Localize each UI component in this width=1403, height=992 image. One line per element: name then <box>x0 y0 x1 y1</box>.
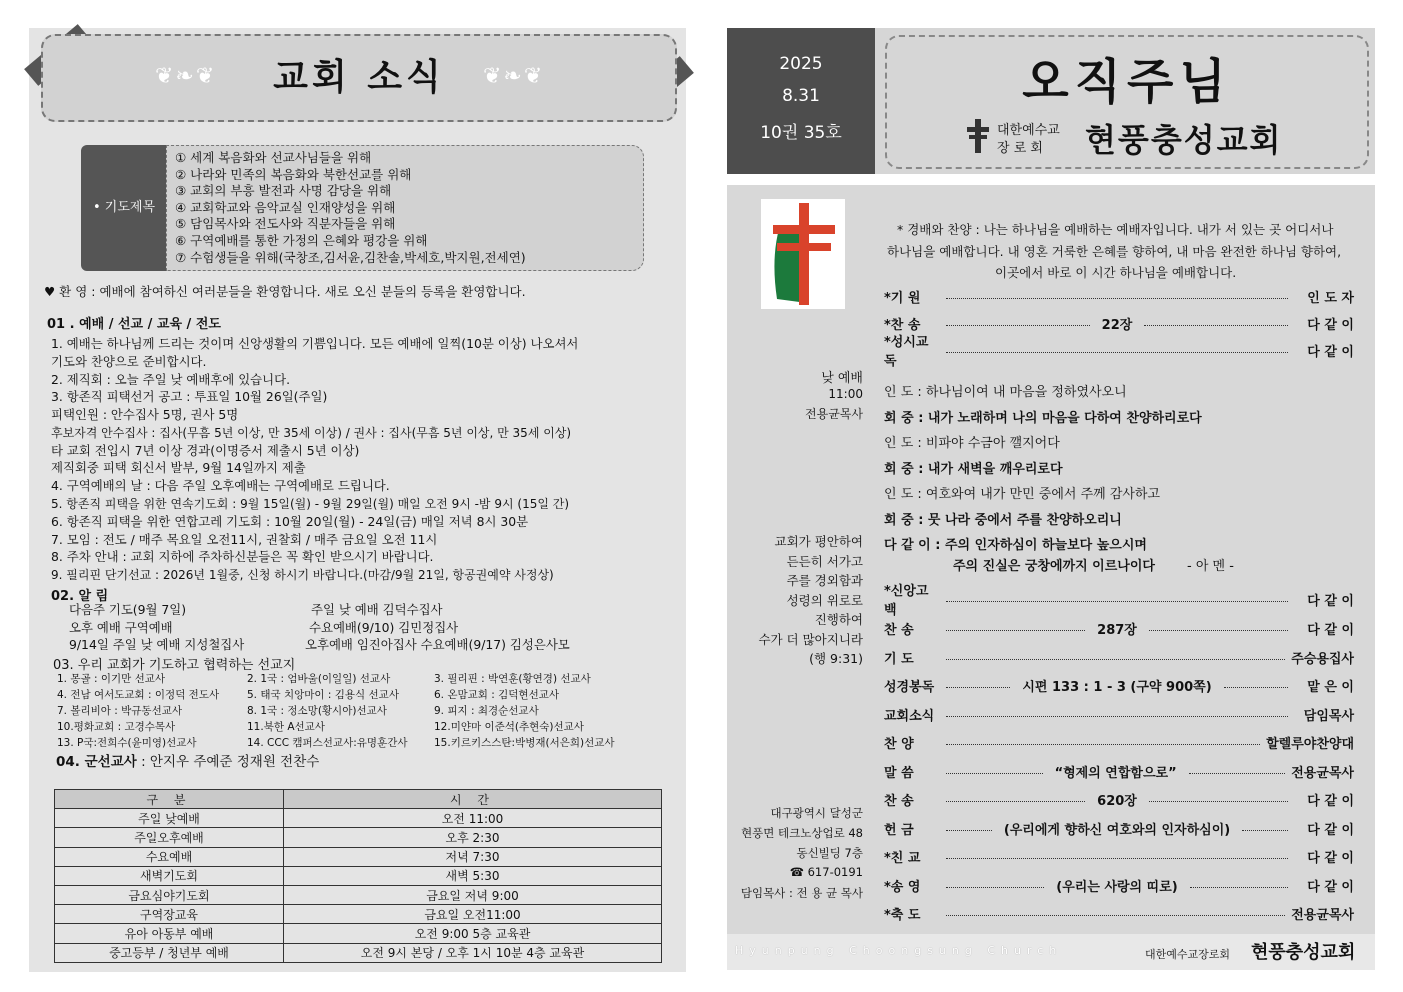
responsive-line <box>884 381 1127 400</box>
mission-item: 7. 볼리비아 : 박규동선교사 <box>57 705 182 717</box>
worship-schedule-table <box>54 789 662 963</box>
order-leader: 다 같 이 <box>1307 344 1354 360</box>
church-name: 현풍충성교회 <box>1085 121 1283 159</box>
cross-logo-icon <box>967 119 989 153</box>
mission-item: 1. 몽골 : 이기만 선교사 <box>57 673 166 685</box>
verse-line: 수가 더 많아지니라 <box>758 632 863 647</box>
table-row <box>55 809 662 828</box>
table-cell: 수요예배 <box>55 847 284 866</box>
table-cell: 금요심야기도회 <box>55 885 284 904</box>
order-leader: 맡 은 이 <box>1307 679 1354 695</box>
section-2-title: 02. 알 림 <box>51 589 109 604</box>
responsive-last-line: 주의 진실은 궁창에까지 이르나이다 <box>953 559 1155 574</box>
service-time: 11:00 <box>828 387 863 401</box>
section-1-title: 01 . 예배 / 선교 / 교육 / 전도 <box>47 317 221 332</box>
amen: - 아 멘 - <box>1187 559 1234 574</box>
issue-info <box>727 28 875 174</box>
notice-item: 수요예배(9/10) 김민정집사 <box>309 620 459 635</box>
mission-item: 15.키르키스스탄:박병재(서은희)선교사 <box>434 737 615 749</box>
table-cell: 주일 낮예배 <box>55 809 284 828</box>
table-row <box>55 885 662 904</box>
order-leader: 전용균목사 <box>1291 765 1354 781</box>
table-cell: 중고등부 / 청년부 예배 <box>55 943 284 962</box>
responsive-line <box>884 509 1122 528</box>
issue-date: 8.31 <box>782 86 820 106</box>
issue-volume: 10권 35호 <box>760 123 842 143</box>
service-leader: 전용균목사 <box>805 407 863 421</box>
order-label: 성경봉독 <box>884 679 935 695</box>
reading-text: : 하나님이여 내 마음을 정하였사오니 <box>917 385 1127 400</box>
mission-item: 12.미얀마 이준석(추현숙)선교사 <box>434 721 584 733</box>
verse-line: (행 9:31) <box>809 651 863 666</box>
news-line: 5. 항존직 피택을 위한 연속기도회 : 9월 15일(월) - 9월 29일(월) 매일 오전 9시 -밤 9시 (15일 간) <box>51 497 570 511</box>
mission-item: 11.북한 A선교사 <box>247 721 325 733</box>
order-detail: 620장 <box>1091 790 1143 809</box>
table-header: 시 간 <box>284 790 662 809</box>
table-row <box>55 866 662 885</box>
news-line: 제직회중 피택 회신서 발부, 9월 14일까지 제출 <box>51 460 306 475</box>
intro-line: 이곳에서 바로 이 시간 하나님을 예배합니다. <box>995 265 1237 280</box>
table-row <box>55 905 662 924</box>
prayer-item: ③ 교회의 부흥 발전과 사명 감당을 위해 <box>175 183 392 199</box>
reader: 회 중 <box>884 411 914 426</box>
news-line: 8. 주차 안내 : 교회 지하에 주차하신분들은 꼭 확인 받으시기 바랍니다. <box>51 549 434 564</box>
order-label: 교회소식 <box>884 708 935 724</box>
prayer-item: ⑤ 담임목사와 전도사와 직분자들을 위해 <box>175 216 396 232</box>
table-row <box>55 943 662 962</box>
footer-church-name: 현풍충성교회 <box>1251 942 1356 963</box>
news-line: 6. 항존직 피택을 위한 연합고레 기도회 : 10월 20일(월) - 24일(금) 매일 저녁 8시 30분 <box>51 514 529 529</box>
prayer-item: ⑥ 구역예배를 통한 가정의 은혜와 평강을 위해 <box>175 232 428 248</box>
phone-number: ☎ 617-0191 <box>789 865 863 879</box>
reading-text: : 뭇 나라 중에서 주를 찬양하오리니 <box>918 513 1122 528</box>
order-label: *친 교 <box>884 850 921 866</box>
vine-ornament-icon: ❦❧❦ <box>155 64 217 89</box>
table-cell: 새벽 5:30 <box>284 866 662 885</box>
issue-year: 2025 <box>779 54 823 74</box>
table-row <box>55 924 662 943</box>
notice-item: 다음주 기도(9월 7일) <box>69 602 187 617</box>
order-label: *신앙고백 <box>884 584 929 618</box>
order-row <box>884 618 1354 638</box>
reading-text: : 내가 새벽을 깨우리로다 <box>918 462 1063 477</box>
mission-item: 2. 1국 : 엄바울(이일일) 선교사 <box>247 673 391 685</box>
order-row <box>884 903 1354 923</box>
news-line: 3. 항존직 피택선거 공고 : 투표일 10월 26일(주일) <box>51 389 328 404</box>
reading-text: : 주의 인자하심이 하늘보다 높으시며 <box>935 538 1147 553</box>
table-cell: 금요일 저녁 9:00 <box>284 885 662 904</box>
order-label: *축 도 <box>884 907 921 923</box>
section-3-title: 03. 우리 교회가 기도하고 협력하는 선교지 <box>53 658 296 673</box>
order-row <box>884 647 1354 667</box>
order-label: 말 씀 <box>884 765 914 781</box>
news-line: 9. 필리핀 단기선교 : 2026년 1월중, 신청 하시기 바랍니다.(마감/9월 21일, 항공권예약 사정상) <box>51 568 554 582</box>
order-row <box>884 761 1354 781</box>
reading-text: : 비파야 수금아 깰지어다 <box>917 436 1060 451</box>
order-row <box>884 584 1354 618</box>
responsive-line <box>884 407 1202 426</box>
news-line: 2. 제직회 : 오늘 주일 낮 예배후에 있습니다. <box>51 372 291 387</box>
order-detail: 22장 <box>1096 314 1139 333</box>
table-row <box>55 847 662 866</box>
verse-line: 든든히 서가고 <box>786 554 863 569</box>
mission-item: 13. P국:전희수(윤미영)선교사 <box>57 737 197 749</box>
reader: 인 도 <box>884 487 914 502</box>
responsive-line <box>884 534 1147 553</box>
order-leader: 인 도 자 <box>1307 290 1354 306</box>
order-leader: 다 같 이 <box>1307 822 1355 838</box>
table-cell: 구역장교육 <box>55 905 284 924</box>
order-detail: 287장 <box>1091 619 1143 638</box>
news-title-box <box>41 34 677 122</box>
prayer-list <box>166 145 644 271</box>
table-header: 구 분 <box>55 790 284 809</box>
notice-item: 9/14일 주일 낮 예배 지성철집사 <box>69 637 245 652</box>
order-leader: 다 같 이 <box>1307 317 1354 333</box>
order-row <box>884 818 1354 838</box>
order-leader: 다 같 이 <box>1307 850 1354 866</box>
header-frame <box>885 35 1369 169</box>
order-leader: 주승용집사 <box>1291 651 1354 667</box>
mission-item: 3. 필리핀 : 박연훈(황연경) 선교사 <box>434 673 591 685</box>
table-cell: 저녁 7:30 <box>284 847 662 866</box>
table-cell: 새벽기도회 <box>55 866 284 885</box>
order-leader: 전용균목사 <box>1291 907 1354 923</box>
denomination-top: 대한예수교 <box>997 123 1060 138</box>
order-leader: 다 같 이 <box>1307 593 1354 609</box>
order-row <box>884 732 1354 752</box>
order-row <box>884 846 1354 866</box>
mission-item: 8. 1국 : 정소망(황시아)선교사 <box>247 705 387 717</box>
mission-item: 6. 온맘교회 : 김덕현선교사 <box>434 689 559 701</box>
service-name: 낮 예배 <box>821 371 863 386</box>
address-line: 동신빌딩 7층 <box>796 846 863 860</box>
reading-text: : 여호와여 내가 만민 중에서 주께 감사하고 <box>917 487 1161 502</box>
order-leader: 다 같 이 <box>1307 793 1355 809</box>
news-line: 7. 모임 : 전도 / 매주 목요일 오전11시, 권찰회 / 매주 금요일 오전 11시 <box>51 532 438 547</box>
order-leader: 다 같 이 <box>1307 622 1355 638</box>
pastor-name: 담임목사 : 전 용 균 목사 <box>740 886 863 900</box>
prayer-item: ① 세계 복음화와 선교사님들을 위해 <box>175 150 372 165</box>
verse-line: 교회가 평안하여 <box>774 534 863 549</box>
table-cell: 오후 2:30 <box>284 828 662 847</box>
order-row <box>884 789 1354 809</box>
order-label: 찬 송 <box>884 622 914 638</box>
order-detail: 시편 133 : 1 - 3 (구약 900쪽) <box>1016 676 1217 695</box>
notice-item: 오후예배 임진아집사 수요예배(9/17) 김성은사모 <box>305 637 570 652</box>
order-row <box>884 704 1354 724</box>
prayer-item: ④ 교회학교와 음악교실 인재양성을 위해 <box>175 199 396 215</box>
order-label: *기 원 <box>884 290 921 306</box>
order-leader: 담임목사 <box>1303 708 1354 724</box>
order-detail: (우리에게 향하신 여호와의 인자하심이) <box>998 819 1236 838</box>
welcome-text: ♥ 환 영 : 예배에 참여하신 여러분들을 환영합니다. 새로 오신 분들의 등록을 환영합니다. <box>44 284 526 299</box>
news-line: 후보자격 안수집사 : 집사(무흠 5년 이상, 만 35세 이상) / 권사 : 집사(무흠 5년 이상, 만 35세 이상) <box>51 426 572 440</box>
reader: 다 같 이 <box>884 538 931 553</box>
table-cell: 오전 11:00 <box>284 809 662 828</box>
table-cell: 유아 아동부 예배 <box>55 924 284 943</box>
news-title: 교회 소식 <box>273 57 445 98</box>
reader: 회 중 <box>884 513 914 528</box>
reading-text: : 내가 노래하며 나의 마음을 다하여 찬양하리로다 <box>918 411 1202 426</box>
reader: 인 도 <box>884 436 914 451</box>
cross-emblem-icon <box>761 199 845 309</box>
order-label: 기 도 <box>884 651 914 667</box>
prayer-item: ⑦ 수험생들을 위해(국창조,김서윤,김찬솔,박세호,박지원,전세연) <box>175 249 526 265</box>
verse-line: 진행하여 <box>814 612 863 627</box>
news-line: 1. 예배는 하나님께 드리는 것이며 신앙생활의 기쁨입니다. 모든 예배에 일찍(10분 이상) 나오셔서 <box>51 336 579 351</box>
table-cell: 오전 9:00 5층 교육관 <box>284 924 662 943</box>
verse-line: 성령의 위로로 <box>786 593 863 608</box>
order-row <box>884 286 1354 306</box>
order-row <box>884 675 1354 695</box>
mission-item: 9. 피지 : 최경순선교사 <box>434 705 539 717</box>
cross-panel <box>761 199 845 309</box>
mission-item: 4. 전남 여서도교회 : 이정덕 전도사 <box>57 689 220 701</box>
table-header-row <box>55 790 662 809</box>
reader: 인 도 <box>884 385 914 400</box>
news-line: 기도와 찬양으로 준비합시다. <box>51 354 207 369</box>
order-leader: 할렐루야찬양대 <box>1266 736 1354 752</box>
footer-english: Hyunpung Choongsung Church <box>735 944 1063 957</box>
table-cell: 금요일 오전11:00 <box>284 905 662 924</box>
notice-item: 오후 예배 구역예배 <box>69 620 173 635</box>
order-label: 찬 양 <box>884 736 914 752</box>
intro-line: 하나님을 예배합니다. 내 영혼 거룩한 은혜를 향하여, 내 마음 완전한 하나님 향하여, <box>887 244 1342 259</box>
news-line: 4. 구역예배의 날 : 다음 주일 오후예배는 구역예배로 드립니다. <box>51 478 390 493</box>
order-row <box>884 875 1354 895</box>
prayer-item: ② 나라와 민족의 복음화와 북한선교를 위해 <box>175 166 412 182</box>
news-line: 타 교회 전입시 7년 이상 경과(이명증서 제출시 5년 이상) <box>51 443 360 458</box>
order-label: *찬 송 <box>884 317 921 333</box>
section-4 <box>56 750 319 770</box>
footer-bar <box>727 934 1375 970</box>
main-title: 오직주님 <box>1022 54 1232 110</box>
table-cell: 오전 9시 본당 / 오후 1시 10분 4층 교육관 <box>284 943 662 962</box>
mission-item: 5. 태국 치앙마이 : 김용식 선교사 <box>247 689 399 701</box>
order-detail: (우리는 사랑의 띠로) <box>1050 876 1183 895</box>
order-label: 찬 송 <box>884 793 914 809</box>
order-label: *송 영 <box>884 879 921 895</box>
intro-line: * 경배와 찬양 : 나는 하나님을 예배하는 예배자입니다. 내가 서 있는 곳 어디서나 <box>897 222 1334 237</box>
footer-denomination: 대한예수교장로회 <box>1145 948 1231 961</box>
mission-item: 10.평화교회 : 고경수목사 <box>57 721 176 733</box>
bulletin-header <box>875 28 1375 174</box>
responsive-line <box>884 432 1060 451</box>
reader: 회 중 <box>884 462 914 477</box>
order-row <box>884 335 1354 369</box>
order-detail: “형제의 연합함으로” <box>1049 762 1183 781</box>
order-label: *성시교독 <box>884 335 929 369</box>
order-row <box>884 313 1354 333</box>
table-cell: 주일오후예배 <box>55 828 284 847</box>
section-4-value: : 안지우 주예준 정재원 전찬수 <box>136 754 320 770</box>
mission-item: 14. CCC 캠퍼스선교사:유명훈간사 <box>247 737 408 749</box>
section-4-label: 04. 군선교사 <box>56 754 137 770</box>
prayer-label: • 기도제목 <box>81 145 167 271</box>
vine-ornament-icon: ❦❧❦ <box>483 64 545 89</box>
responsive-line <box>884 483 1160 502</box>
left-page <box>29 28 686 972</box>
notice-item: 주일 낮 예배 김덕수집사 <box>311 602 443 617</box>
order-leader: 다 같 이 <box>1307 879 1354 895</box>
denomination-bottom: 장 로 회 <box>997 141 1043 156</box>
news-line: 피택인원 : 안수집사 5명, 권사 5명 <box>51 407 239 422</box>
worship-order-page <box>727 185 1375 970</box>
address-line: 현풍면 테크노상업로 48 <box>741 826 863 840</box>
verse-line: 주를 경외함과 <box>786 573 863 588</box>
responsive-line <box>884 458 1063 477</box>
order-label: 헌 금 <box>884 822 914 838</box>
address-line: 대구광역시 달성군 <box>770 806 863 820</box>
table-row <box>55 828 662 847</box>
